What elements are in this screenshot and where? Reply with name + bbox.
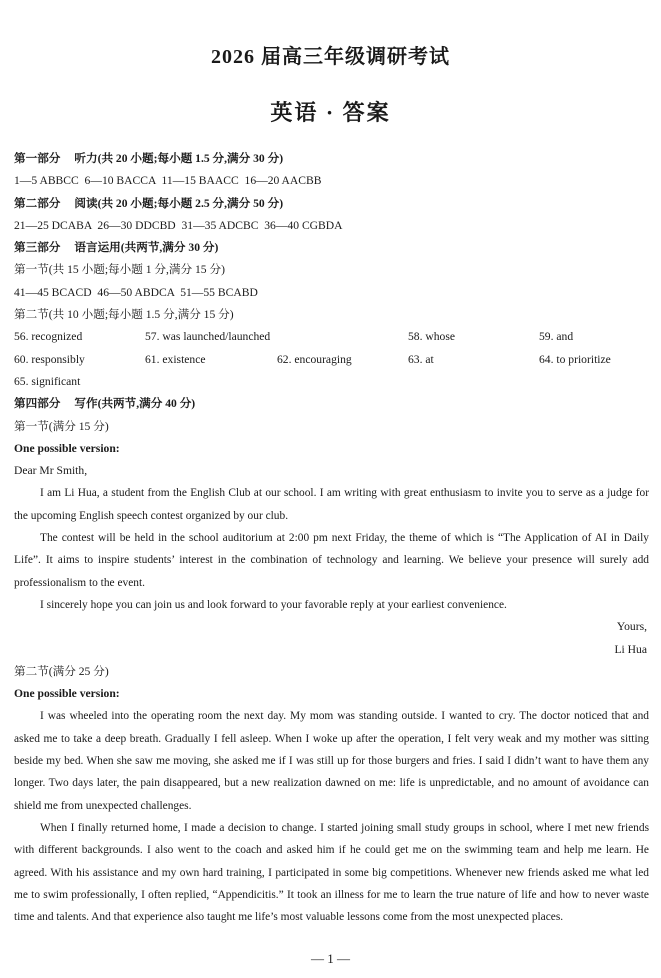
letter-paragraph-1: I am Li Hua, a student from the English Club at our school. I am writing with great enthusiasm to invite you to serve as a judge for the upcoming English speech contest organized by our club. <box>14 487 649 522</box>
part1-title: 第一部分 <box>14 152 61 165</box>
letter-closing: Yours, <box>616 620 647 634</box>
blank-answer-58: 58. whose <box>408 330 456 344</box>
part1-heading-text: 听力(共 20 小题;每小题 1.5 分,满分 30 分) <box>74 152 284 165</box>
story-paragraph-2: When I finally returned home, I made a decision to change. I started joining small study groups in school, where I met new friends with different backgrounds. I also went to the coach and asked him if he could get me on the swimming team and help me learn. He agreed. With his assistance and my own hard training, I participated in some big competitions. Whenever new friends asked me what led me to swim professionally, I often replied, “Appendicitis.” It took an illness for me to learn the true nature of life and how to never waste time and talents. And that experience also taught me life’s most valuable lessons come from the most unexpected places. <box>14 821 649 924</box>
letter-signature: Li Hua <box>614 642 647 656</box>
part4-section1-heading: 第一节(满分 15 分) <box>14 419 109 433</box>
blank-answer-63: 63. at <box>408 352 434 366</box>
letter-body <box>14 482 649 616</box>
part3-section1-answers: 41—45 BCACD 46—50 ABDCA 51—55 BCABD <box>14 285 258 299</box>
part2-heading <box>14 193 649 215</box>
blank-answer-60: 60. responsibly <box>14 352 85 366</box>
part3-section1-heading: 第一节(共 15 小题;每小题 1 分,满分 15 分) <box>14 263 225 277</box>
exam-title: 2026 届高三年级调研考试 <box>211 46 450 68</box>
story-paragraph-1: I was wheeled into the operating room the next day. My mom was standing outside. I wanted to cry. The doctor noticed that and asked me to take a deep breath. Gradually I fell asleep. When I woke up after the operation, I felt very weak and my mother was sitting beside my bed. When she saw me moving, she asked me if I was still up for those burgers and fries. I said I didn’t want to have them any longer. Two days later, the pain disappeared, but a new realization dawned on me: life is unpredictable, and no amount of avoidance can shield me from unexpected challenges. <box>14 710 649 812</box>
part2-answers: 21—25 DCABA 26—30 DDCBD 31—35 ADCBC 36—40 CGBDA <box>14 218 343 232</box>
part4-section2-heading: 第二节(满分 25 分) <box>14 664 109 678</box>
part4-title: 第四部分 <box>14 397 61 411</box>
possible-version-label-2: One possible version: <box>14 687 120 701</box>
part3-title: 第三部分 <box>14 241 61 255</box>
part2-title: 第二部分 <box>14 196 61 210</box>
blanks-row-3 <box>14 371 649 393</box>
blank-answer-56: 56. recognized <box>14 330 83 344</box>
blank-answer-59: 59. and <box>539 330 574 344</box>
part2-heading-text: 阅读(共 20 小题;每小题 2.5 分,满分 50 分) <box>74 196 284 210</box>
part4-heading <box>14 393 649 415</box>
possible-version-label-1: One possible version: <box>14 441 120 455</box>
blank-answer-62: 62. encouraging <box>277 352 352 366</box>
blank-answer-65: 65. significant <box>14 374 81 388</box>
letter-paragraph-2: The contest will be held in the school auditorium at 2:00 pm next Friday, the theme of which is “The Application of AI in Daily Life”. It aims to inspire students’ interest in the combination of technology and learning. We believe your presence will surely add professionalism to the event. <box>14 532 649 589</box>
subject-title: 英语 · 答案 <box>270 100 391 125</box>
blanks-row-1 <box>14 326 649 348</box>
letter-salutation: Dear Mr Smith, <box>14 464 88 478</box>
blank-answer-61: 61. existence <box>145 352 206 366</box>
story-body <box>14 705 649 928</box>
part3-section2-heading: 第二节(共 10 小题;每小题 1.5 分,满分 15 分) <box>14 308 234 322</box>
blank-answer-57: 57. was launched/launched <box>145 330 271 344</box>
part1-heading <box>14 148 649 170</box>
letter-paragraph-3: I sincerely hope you can join us and look forward to your favorable reply at your earliest convenience. <box>40 598 507 611</box>
page-number: — 1 — <box>311 951 350 966</box>
blanks-row-2 <box>14 349 649 371</box>
blank-answer-64: 64. to prioritize <box>539 352 611 366</box>
answer-content <box>14 148 649 928</box>
part1-answers: 1—5 ABBCC 6—10 BACCA 11—15 BAACC 16—20 AACBB <box>14 174 322 188</box>
part3-heading-text: 语言运用(共两节,满分 30 分) <box>74 241 219 255</box>
part3-heading <box>14 237 649 259</box>
part4-heading-text: 写作(共两节,满分 40 分) <box>74 397 196 411</box>
